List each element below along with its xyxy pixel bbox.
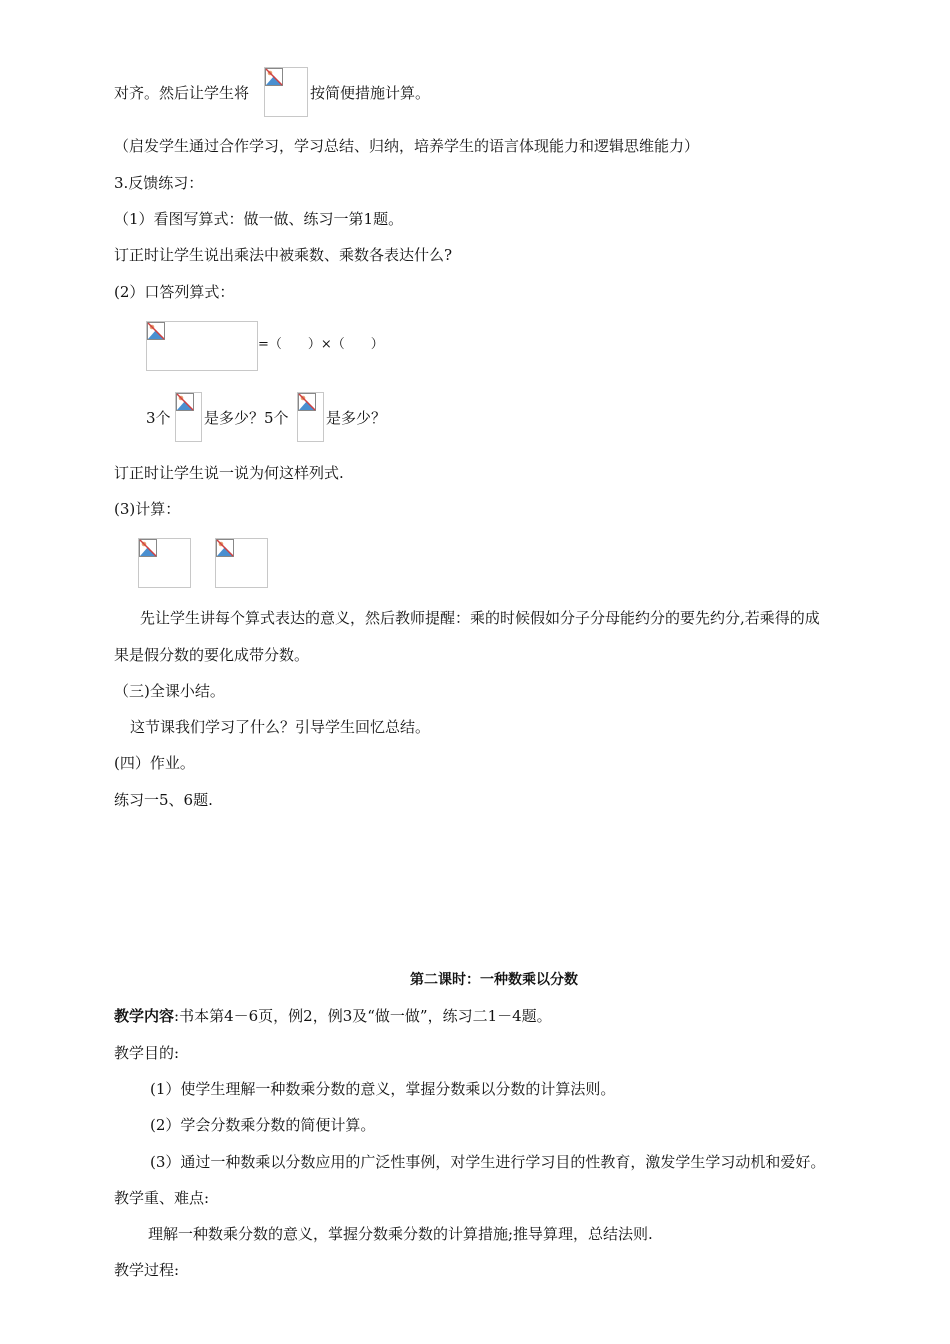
text-line: 订正时让学生说一说为何这样列式. [114, 464, 344, 482]
text-line: 是多少？ [326, 409, 387, 427]
text-line: 这节课我们学习了什么？引导学生回忆总结。 [130, 718, 431, 736]
paragraph-line: 先让学生讲每个算式表达的意义，然后教师提醒：乘的时候假如分子分母能约分的要先约分,若乘得的成 [140, 609, 820, 627]
goal-item: (2）学会分数乘分数的简便计算。 [150, 1116, 376, 1134]
text-line: 订正时让学生说出乘法中被乘数、乘数各表达什么? [114, 246, 453, 264]
broken-image-icon [265, 68, 283, 86]
text-line: (2）口答列算式： [114, 283, 235, 301]
image-placeholder [264, 67, 308, 117]
content-label: 教学内容 [114, 1007, 175, 1025]
image-placeholder [297, 392, 324, 442]
broken-image-icon [298, 393, 316, 411]
equation-blanks: =（ ）×（ ） [258, 337, 384, 352]
text-line: 练习一5、6题. [114, 791, 213, 809]
text-line: 对齐。然后让学生将 [114, 84, 250, 102]
image-placeholder [215, 538, 268, 588]
broken-image-icon [139, 539, 157, 557]
content-text: :书本第4－6页，例2，例3及“做一做”，练习二1－4题。 [174, 1007, 552, 1025]
text-line: 按简便措施计算。 [310, 84, 431, 102]
process-label: 教学过程: [114, 1261, 180, 1279]
section-heading: 3.反馈练习： [114, 174, 204, 192]
goal-item: (1）使学生理解一种数乘分数的意义，掌握分数乘以分数的计算法则。 [150, 1080, 616, 1098]
image-placeholder [146, 321, 258, 371]
goal-item: (3）通过一种数乘以分数应用的广泛性事例，对学生进行学习目的性教育，激发学生学习动机和爱好。 [150, 1153, 826, 1171]
section-heading: (四）作业。 [114, 754, 195, 772]
paragraph-line: 果是假分数的要化成带分数。 [114, 646, 310, 664]
content-line [114, 1006, 552, 1026]
broken-image-icon [176, 393, 194, 411]
text-line: (3)计算： [114, 500, 181, 518]
text-line: （启发学生通过合作学习，学习总结、归纳，培养学生的语言体现能力和逻辑思维能力） [114, 137, 700, 155]
text-line: 3个 [146, 409, 171, 427]
key-text: 理解一种数乘分数的意义，掌握分数乘分数的计算措施;推导算理，总结法则. [148, 1225, 653, 1243]
text-line: （1）看图写算式：做一做、练习一第1题。 [114, 210, 404, 228]
broken-image-icon [147, 322, 165, 340]
broken-image-icon [216, 539, 234, 557]
text-line: 是多少？5个 [204, 409, 289, 427]
section-heading: （三)全课小结。 [114, 682, 225, 700]
image-placeholder [138, 538, 191, 588]
lesson-title: 第二课时：一种数乘以分数 [410, 972, 578, 988]
image-placeholder [175, 392, 202, 442]
key-label: 教学重、难点: [114, 1189, 210, 1207]
goal-label: 教学目的: [114, 1044, 180, 1062]
